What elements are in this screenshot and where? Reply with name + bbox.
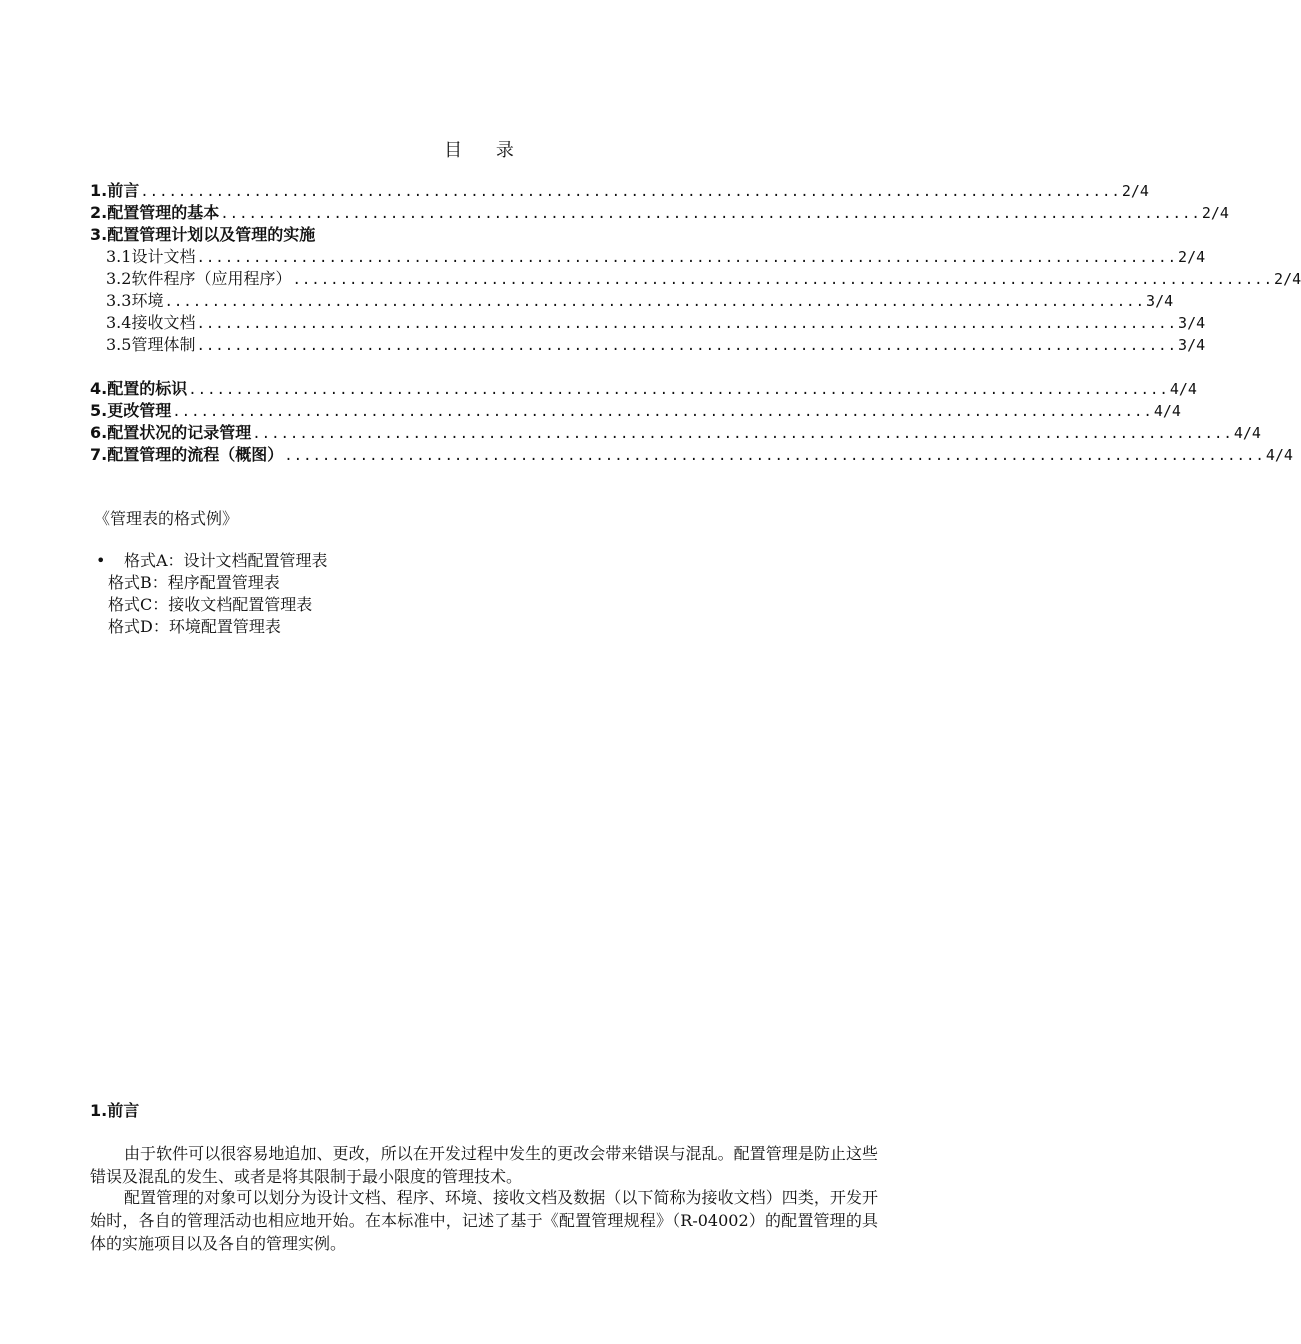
toc-entry-page: 4/4 [1169, 380, 1197, 398]
toc-leader-dots: ........................................................................................................ [292, 272, 1274, 288]
toc-entry-page: 4/4 [1233, 424, 1261, 442]
toc-entry-4[interactable] [90, 378, 1197, 400]
bullet-icon: • [96, 551, 106, 570]
formats-list [96, 550, 328, 638]
toc-leader-dots: ........................................................................................................ [196, 316, 1178, 332]
toc-entry-page: 2/4 [1178, 248, 1206, 266]
list-item [96, 616, 328, 638]
section-heading: 1.前言 [90, 1101, 140, 1120]
toc-leader-dots: ........................................................................................................ [188, 382, 1169, 398]
toc-leader-dots: ........................................................................................................ [284, 448, 1265, 464]
toc-entry-page: 4/4 [1153, 402, 1181, 420]
toc-entry-page: 3/4 [1178, 336, 1206, 354]
format-item-label: 格式D：环境配置管理表 [108, 617, 281, 636]
toc-entry-label: 3.3环境 [106, 291, 164, 310]
toc-entry-5[interactable] [90, 400, 1181, 422]
list-item [96, 594, 328, 616]
toc-entry-page: 4/4 [1265, 446, 1293, 464]
toc-entry-label: 3.配置管理计划以及管理的实施 [90, 225, 316, 244]
toc-entry-page: 2/4 [1201, 204, 1229, 222]
toc-entry-label: 6.配置状况的记录管理 [90, 423, 252, 442]
toc-entry-label: 1.前言 [90, 181, 140, 200]
toc-leader-dots: ........................................................................................................ [140, 184, 1121, 200]
format-item-label: 格式A：设计文档配置管理表 [124, 551, 328, 570]
toc-entry-label: 3.4接收文档 [106, 313, 196, 332]
toc-entry-3-4[interactable] [90, 312, 1206, 334]
toc-entry-3-2[interactable] [90, 268, 1301, 290]
toc-entry-label: 3.5管理体制 [106, 335, 196, 354]
body-paragraph: 配置管理的对象可以划分为设计文档、程序、环境、接收文档及数据（以下简称为接收文档）四类，开发开始时，各自的管理活动也相应地开始。在本标准中，记述了基于《配置管理规程》（R-04002）的配置管理的具体的实施项目以及各自的管理实例。 [90, 1188, 878, 1253]
toc-entry-label: 3.1设计文档 [106, 247, 196, 266]
toc-leader-dots: ........................................................................................................ [252, 426, 1233, 442]
toc-entry-2[interactable] [90, 202, 1229, 224]
list-item [96, 572, 328, 594]
format-item-label: 格式C：接收文档配置管理表 [108, 595, 313, 614]
toc-entry-3-1[interactable] [90, 246, 1206, 268]
body-paragraph: 由于软件可以很容易地追加、更改，所以在开发过程中发生的更改会带来错误与混乱。配置管理是防止这些错误及混乱的发生、或者是将其限制于最小限度的管理技术。 [90, 1144, 878, 1186]
toc-leader-dots: ........................................................................................................ [220, 206, 1201, 222]
toc-entry-page: 3/4 [1178, 314, 1206, 332]
formats-title: 《管理表的格式例》 [94, 509, 239, 528]
toc-leader-dots: ........................................................................................................ [164, 294, 1146, 310]
table-of-contents [90, 180, 1301, 466]
toc-title: 目 录 [444, 140, 528, 161]
toc-entry-7[interactable] [90, 444, 1293, 466]
toc-entry-6[interactable] [90, 422, 1261, 444]
toc-leader-dots: ........................................................................................................ [196, 250, 1178, 266]
format-item-label: 格式B：程序配置管理表 [108, 573, 280, 592]
toc-entry-label: 3.2软件程序（应用程序） [106, 269, 292, 288]
toc-entry-page: 3/4 [1146, 292, 1174, 310]
toc-entry-3[interactable] [90, 224, 816, 246]
toc-entry-label: 5.更改管理 [90, 401, 172, 420]
toc-entry-page: 2/4 [1274, 270, 1301, 288]
toc-entry-label: 2.配置管理的基本 [90, 203, 220, 222]
toc-entry-3-3[interactable] [90, 290, 1174, 312]
toc-entry-3-5[interactable] [90, 334, 1206, 356]
toc-leader-dots: ........................................................................................................ [196, 338, 1178, 354]
toc-leader-dots: ........................................................................................................ [172, 404, 1153, 420]
toc-entry-page: 2/4 [1121, 182, 1149, 200]
toc-entry-label: 7.配置管理的流程（概图） [90, 445, 284, 464]
toc-entry-1[interactable] [90, 180, 1149, 202]
toc-entry-label: 4.配置的标识 [90, 379, 188, 398]
list-item [96, 550, 328, 572]
